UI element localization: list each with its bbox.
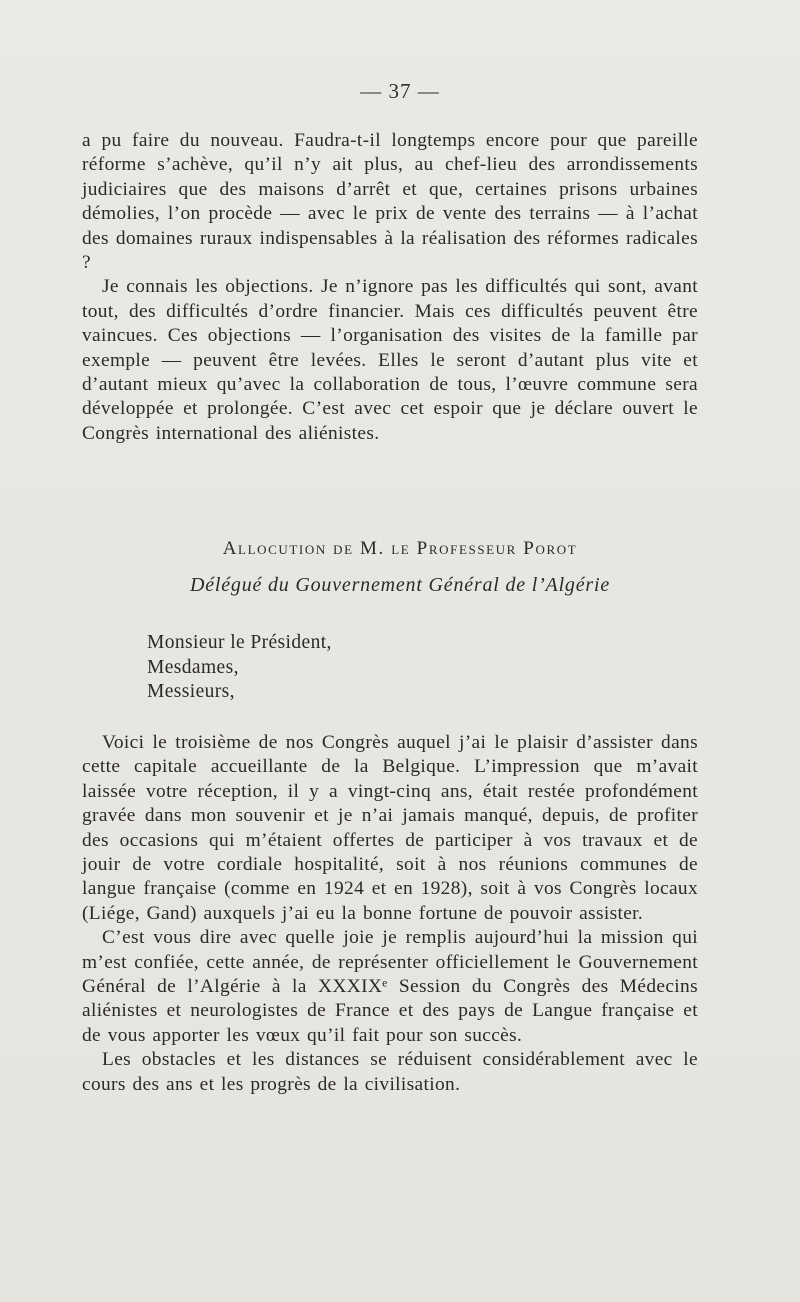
- paragraph-greeting: Voici le troisième de nos Congrès auquel j’ai le plaisir d’assister dans cette capitale accueillante de la Belgique. L’impression que m’avait laissée votre réception, il y a vingt-cinq ans, était restée profondément gravée dans mon souvenir et je n’ai jamais manqué, depuis, de profiter des occasions qui m’étaient offertes de participer à vos travaux et de jouir de votre cordiale hospitalité, soit à nos réunions communes de langue française (comme en 1924 et en 1928), soit à vos Congrès locaux (Liége, Gand) auxquels j’ai eu la bonne fortune de pouvoir assister.: [82, 732, 698, 924]
- paragraph-mission: C’est vous dire avec quelle joie je remplis aujourd’hui la mission qui m’est confiée, cette année, de représenter officiellement le Gouvernement Général de l’Algérie à la XXXIXᵉ Session du Congrès des Médecins aliénistes et neurologistes de France et des pays de Langue française et de vous apporter les vœux qu’il fait pour son succès.: [82, 927, 698, 1046]
- salutation: [147, 631, 332, 705]
- paragraph-obstacles: Les obstacles et les distances se réduisent considérablement avec le cours des ans et les progrès de la civilisation.: [82, 1049, 698, 1095]
- salutation-line: Messieurs,: [147, 681, 235, 703]
- speech-text: [82, 731, 698, 1097]
- paragraph-objections: Je connais les objections. Je n’ignore pas les difficultés qui sont, avant tout, des difficultés d’ordre financier. Mais ces difficultés peuvent être vaincues. Ces objections — l’organisation des visites de la famille par exemple — peuvent être levées. Elles le seront d’autant plus vite et d’autant mieux qu’avec la collaboration de tous, l’œuvre commune sera développée et prolongée. C’est avec cet espoir que je déclare ouvert le Congrès international des aliénistes.: [82, 276, 698, 444]
- paragraph-continuation: a pu faire du nouveau. Faudra-t-il longtemps encore pour que pareille réforme s’achève, qu’il n’y ait plus, au chef-lieu des arrondissements judiciaires que des maisons d’arrêt et que, certaines prisons urbaines démolies, l’on procède — avec le prix de vente des terrains — à l’achat des domaines ruraux indispensables à la réalisation des réformes radicales ?: [82, 130, 698, 274]
- page-number: — 37 —: [360, 79, 440, 103]
- salutation-line: Monsieur le Président,: [147, 632, 332, 653]
- section-heading: Allocution de M. le Professeur Porot: [222, 538, 578, 559]
- salutation-line: Mesdames,: [147, 656, 239, 678]
- opening-text: [82, 129, 698, 446]
- section-subheading: Délégué du Gouvernement Général de l’Algérie: [189, 574, 611, 596]
